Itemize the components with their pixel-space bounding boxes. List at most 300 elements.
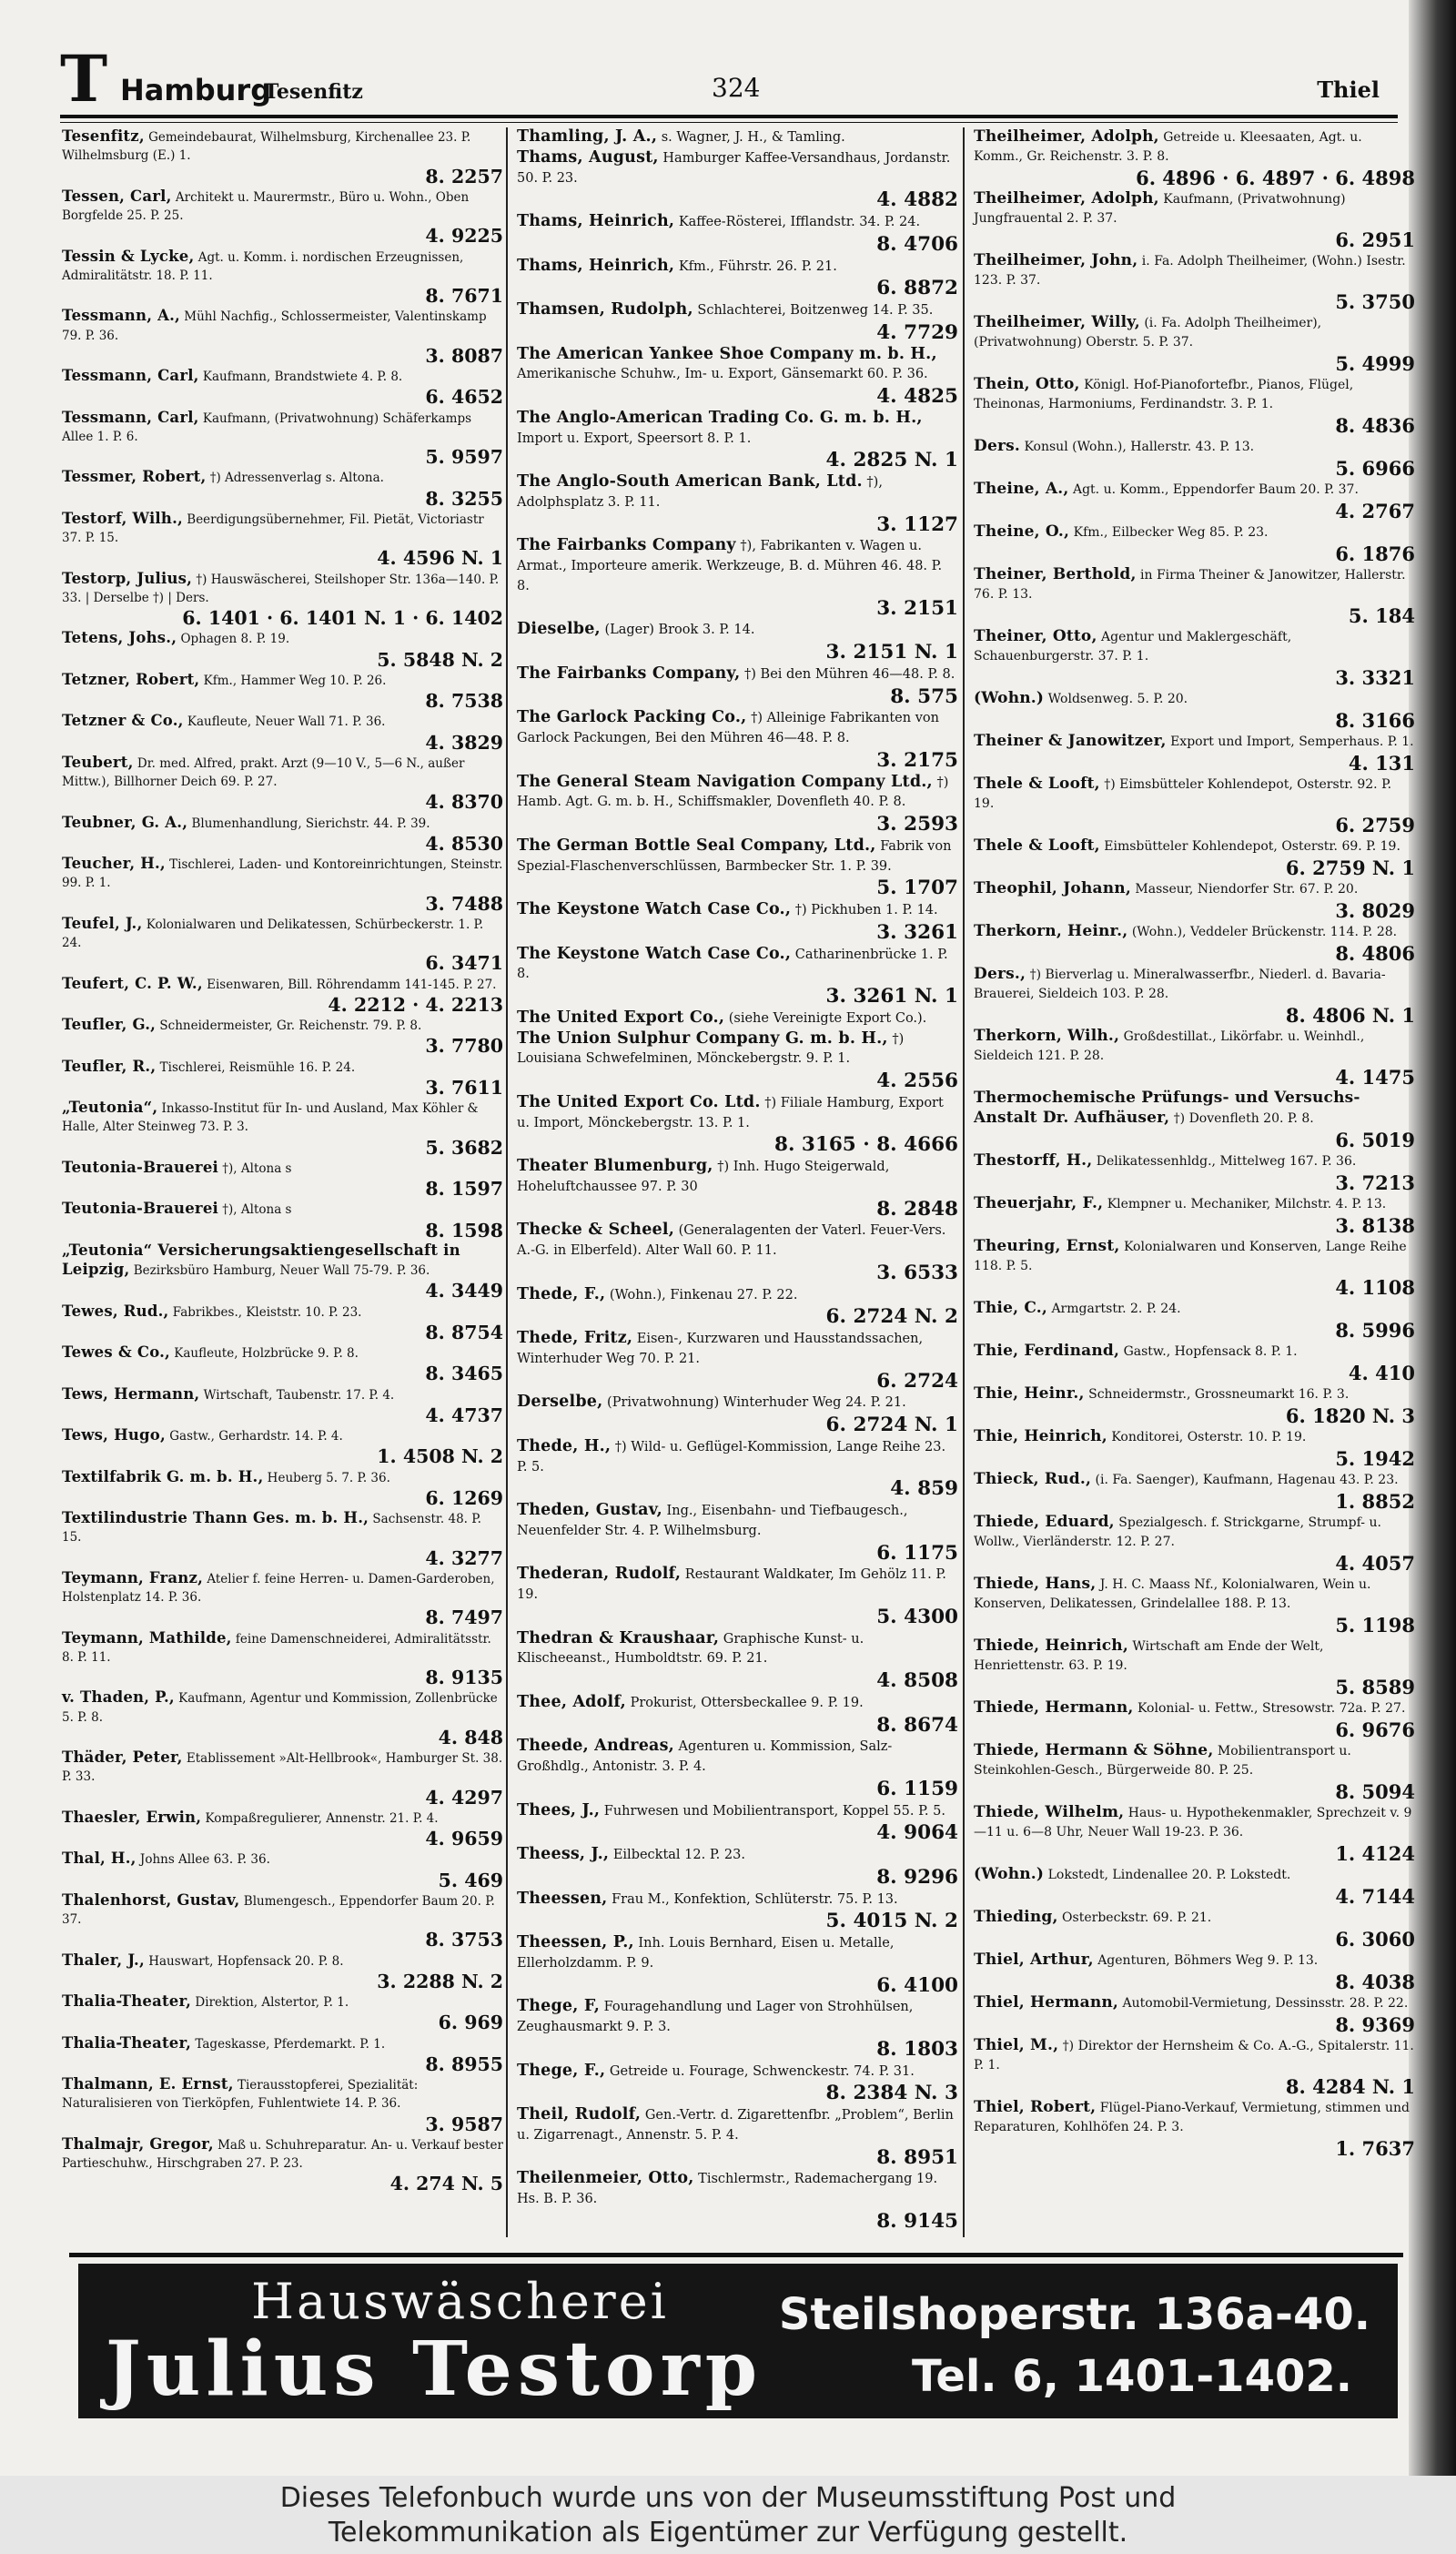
entry-phone-number: 4. 8508 xyxy=(876,1669,958,1692)
ad-phone: Tel. 6, 1401-1402. xyxy=(911,2351,1352,2402)
entry-phone-number: 8. 8674 xyxy=(876,1713,958,1737)
ad-headline: Hauswäscherei xyxy=(251,2273,669,2330)
entry-name: The Anglo-South American Bank, Ltd. xyxy=(517,472,863,491)
entry-phone-number: 4. 2212 · 4. 2213 xyxy=(328,993,503,1016)
directory-entry xyxy=(517,472,958,536)
entry-details: Agenturen, Böhmers Weg 9. P. 13. xyxy=(1093,1953,1319,1968)
directory-entry xyxy=(62,1058,503,1100)
directory-entry xyxy=(517,1029,958,1093)
entry-name: Thiede, Eduard, xyxy=(974,1513,1115,1531)
directory-entry xyxy=(974,313,1415,375)
entry-phone-number: 3. 7213 xyxy=(1335,1171,1415,1194)
entry-phone-number: 4. 7729 xyxy=(876,320,958,344)
entry-phone-number: 6. 8872 xyxy=(876,277,958,300)
entry-name: (Wohn.) xyxy=(974,689,1045,707)
directory-entry xyxy=(974,2098,1415,2160)
directory-entry xyxy=(62,1200,503,1242)
entry-phone-number: 4. 3277 xyxy=(425,1546,503,1569)
directory-entry xyxy=(974,1427,1415,1470)
entry-details: †) Adressenverlag s. Altona. xyxy=(206,471,384,486)
entry-details: Direktion, Alstertor, P. 1. xyxy=(191,1995,349,2010)
directory-entry xyxy=(974,922,1415,965)
entry-phone-number: 4. 2556 xyxy=(876,1069,958,1092)
entry-details: Graphische Kunst- u. Klischeeanst., Humboldtstr. 69. P. 21. xyxy=(517,1631,864,1667)
entry-name: The General Steam Navigation Company Ltd., xyxy=(517,772,933,791)
directory-entry xyxy=(974,965,1415,1027)
entry-name: Thederan, Rudolf, xyxy=(517,1565,682,1584)
entry-phone-number: 1. 4508 N. 2 xyxy=(377,1445,503,1468)
entry-name: Teucher, H., xyxy=(62,855,166,872)
directory-entry xyxy=(517,257,958,301)
entry-name: Teufler, R., xyxy=(62,1057,157,1075)
entry-details: Beerdigungsübernehmer, Fil. Pietät, Victoriastr 37. P. 15. xyxy=(62,512,484,545)
directory-entry xyxy=(62,510,503,570)
directory-entry xyxy=(974,1908,1415,1951)
entry-name: Thele & Looft, xyxy=(974,836,1100,855)
entry-phone-number: 3. 2593 xyxy=(876,813,958,836)
entry-details: Klempner u. Mechaniker, Milchstr. 4. P. 13. xyxy=(1103,1197,1387,1211)
directory-entry xyxy=(62,468,503,510)
book-spine-shadow xyxy=(1409,0,1456,2476)
entry-phone-number: 8. 7497 xyxy=(425,1606,503,1629)
entry-name: Thiel, Arthur, xyxy=(974,1951,1094,1969)
entry-name: Tetzner, Robert, xyxy=(62,670,200,688)
entry-details: Kaufmann, (Privatwohnung) Schäferkamps Allee 1. P. 6. xyxy=(62,410,472,444)
directory-entry xyxy=(62,915,503,975)
directory-entry xyxy=(517,409,958,472)
entry-phone-number: 3. 8029 xyxy=(1335,899,1415,922)
directory-entry xyxy=(974,189,1415,251)
directory-entry xyxy=(62,1688,503,1748)
entry-phone-number: 8. 1598 xyxy=(425,1219,503,1242)
entry-phone-number: 6. 2759 xyxy=(1335,814,1415,836)
entry-details: †), Fabrikanten v. Wagen u. Armat., Importeure amerik. Werkzeuge, B. d. Mühren 46. 48. P. 8. xyxy=(517,539,943,593)
ad-company-name: Julius Testorp xyxy=(106,2326,763,2413)
entry-phone-number: 5. 1707 xyxy=(876,877,958,900)
entry-name: Theede, Andreas, xyxy=(517,1737,674,1756)
entry-name: Thaesler, Erwin, xyxy=(62,1808,202,1826)
directory-entry xyxy=(974,732,1415,775)
entry-details: Kfm., Führstr. 26. P. 21. xyxy=(674,258,837,274)
entry-name: Thedran & Kraushaar, xyxy=(517,1628,720,1647)
section-letter: T xyxy=(60,41,108,117)
entry-name: Thal, H., xyxy=(62,1850,136,1868)
entry-phone-number: 3. 3321 xyxy=(1335,666,1415,689)
directory-entry xyxy=(62,754,503,814)
entry-details: Kaufmann, (Privatwohnung) Jungfrauental 2. P. 37. xyxy=(974,192,1346,226)
entry-details: †) Direktor der Hernsheim & Co. A.-G., Spitalerstr. 11. P. 1. xyxy=(974,2039,1414,2073)
entry-name: Thiede, Hermann, xyxy=(974,1698,1134,1717)
directory-entry xyxy=(974,375,1415,437)
entry-details: Blumenhandlung, Sierichstr. 44. P. 39. xyxy=(187,816,430,831)
entry-phone-number: 6. 1269 xyxy=(425,1486,503,1509)
entry-details: (i. Fa. Adolph Theilheimer), (Privatwohnung) Oberstr. 5. P. 37. xyxy=(974,316,1322,350)
directory-entry xyxy=(974,1741,1415,1803)
directory-entry xyxy=(62,671,503,713)
entry-name: Thele & Looft, xyxy=(974,775,1100,793)
city-name: Hamburg xyxy=(120,73,272,107)
entry-details: †) Inh. Hugo Steigerwald, Hoheluftchaussee 97. P. 30 xyxy=(517,1160,890,1194)
directory-entry xyxy=(974,689,1415,732)
entry-details: †), Altona s xyxy=(218,1160,292,1176)
entry-name: Tessen, Carl, xyxy=(62,187,172,205)
entry-details: Königl. Hof-Pianofortefbr., Pianos, Flügel, Theinonas, Harmoniums, Ferdinandstr. 3. P. 1. xyxy=(974,378,1354,411)
listing-column-2 xyxy=(517,127,958,2234)
entry-details: †) Alleinige Fabrikanten von Garlock Packungen, Bei den Mühren 46—48. P. 8. xyxy=(517,711,939,745)
entry-name: Teubner, G. A., xyxy=(62,813,188,831)
entry-name: Testorp, Julius, xyxy=(62,569,193,587)
directory-entry xyxy=(62,248,503,308)
entry-phone-number: 8. 4284 N. 1 xyxy=(1285,2075,1415,2098)
entry-name: Thees, J., xyxy=(517,1800,601,1819)
entry-details: Frau M., Konfektion, Schlüterstr. 75. P. 13. xyxy=(607,1891,898,1907)
directory-entry xyxy=(62,1426,503,1468)
entry-name: Thie, Heinr., xyxy=(974,1384,1085,1403)
entry-name: Thiede, Hermann & Söhne, xyxy=(974,1741,1214,1759)
entry-details: Mobilientransport u. Steinkohlen-Gesch., Bürgerweide 80. P. 25. xyxy=(974,1744,1351,1778)
entry-details: Konditorei, Osterstr. 10. P. 19. xyxy=(1107,1430,1307,1444)
entry-details: Kolonialwaren und Delikatessen, Schürbeckerstr. 1. P. 24. xyxy=(62,917,484,950)
entry-phone-number: 8. 9369 xyxy=(1335,2013,1415,2036)
directory-entry xyxy=(62,1951,503,1993)
entry-phone-number: 6. 9676 xyxy=(1335,1718,1415,1741)
entry-details: Inh. Louis Bernhard, Eisen u. Metalle, Ellerholzdamm. P. 9. xyxy=(517,1936,895,1971)
entry-phone-number: 6. 1401 · 6. 1401 N. 1 · 6. 1402 xyxy=(182,607,503,629)
entry-details: Getreide u. Fourage, Schwenckestr. 74. P. 31. xyxy=(605,2063,915,2079)
entry-name: Theessen, xyxy=(517,1889,608,1908)
entry-details: †) Filiale Hamburg, Export u. Import, Mönckebergstr. 13. P. 1. xyxy=(517,1095,944,1130)
entry-name: Theessen, P., xyxy=(517,1933,634,1951)
directory-entry xyxy=(62,1385,503,1427)
entry-details: (Privatwohnung) Winterhuder Weg 24. P. 21. xyxy=(602,1395,906,1411)
entry-name: Thie, Ferdinand, xyxy=(974,1342,1120,1360)
entry-details: Johns Allee 63. P. 36. xyxy=(136,1852,270,1868)
entry-details: †), Altona s xyxy=(218,1202,292,1218)
directory-entry xyxy=(974,437,1415,480)
entry-name: Thermochemische Prüfungs- und Versuchs-Anstalt Dr. Aufhäuser, xyxy=(974,1089,1360,1127)
directory-entry xyxy=(517,127,958,148)
directory-entry xyxy=(517,1997,958,2061)
entry-details: in Firma Theiner & Janowitzer, Hallerstr. 76. P. 13. xyxy=(974,568,1406,602)
entry-phone-number: 3. 3261 xyxy=(876,920,958,944)
entry-phone-number: 5. 9597 xyxy=(425,446,503,468)
entry-name: Teufert, C. P. W., xyxy=(62,974,203,992)
entry-phone-number: 5. 469 xyxy=(438,1869,503,1891)
entry-phone-number: 8. 4806 xyxy=(1335,942,1415,965)
entry-details: Gastw., Hopfensack 8. P. 1. xyxy=(1119,1344,1298,1359)
entry-name: Teymann, Franz, xyxy=(62,1568,204,1586)
entry-details: †) Hauswäscherei, Steilshoper Str. 136a—140. P. 33. | Derselbe †) | Ders. xyxy=(62,572,500,605)
entry-phone-number: 4. 131 xyxy=(1348,752,1415,775)
entry-name: Thalmann, E. Ernst, xyxy=(62,2075,234,2093)
directory-entry xyxy=(62,814,503,856)
directory-entry xyxy=(517,2062,958,2106)
entry-phone-number: 8. 2257 xyxy=(425,165,503,187)
entry-phone-number: 8. 9145 xyxy=(876,2209,958,2233)
entry-phone-number: 4. 859 xyxy=(890,1477,958,1501)
entry-name: Thein, Otto, xyxy=(974,375,1080,393)
entry-name: Thams, August, xyxy=(517,147,659,167)
entry-details: feine Damenschneiderei, Admiralitätsstr. 8. P. 11. xyxy=(62,1631,491,1665)
entry-details: Kompaßregulierer, Annenstr. 21. P. 4. xyxy=(201,1810,439,1826)
directory-entry xyxy=(62,2135,503,2195)
entry-details: Eilbecktal 12. P. 23. xyxy=(609,1848,745,1862)
entry-phone-number: 6. 3471 xyxy=(425,952,503,975)
entry-details: Agt. u. Komm., Eppendorfer Baum 20. P. 37. xyxy=(1068,482,1359,497)
entry-name: The American Yankee Shoe Company m. b. H., xyxy=(517,344,937,363)
entry-phone-number: 8. 4836 xyxy=(1335,414,1415,437)
entry-details: †) Pickhuben 1. P. 14. xyxy=(791,903,938,917)
directory-entry xyxy=(62,1099,503,1159)
directory-entry xyxy=(62,1992,503,2034)
directory-entry xyxy=(62,712,503,754)
entry-details: Flügel-Piano-Verkauf, Vermietung, stimmen und Reparaturen, Kohlhöfen 24. P. 3. xyxy=(974,2101,1410,2134)
entry-name: Teymann, Mathilde, xyxy=(62,1628,232,1647)
entry-phone-number: 8. 8955 xyxy=(425,2052,503,2075)
entry-details: Kaffee-Rösterei, Ifflandstr. 34. P. 24. xyxy=(674,215,921,229)
entry-name: Thalenhorst, Gustav, xyxy=(62,1890,240,1909)
entry-details: Haus- u. Hypothekenmakler, Sprechzeit v. 9—11 u. 6—8 Uhr, Neuer Wall 19-23. P. 36. xyxy=(974,1806,1412,1839)
entry-details: Fabrik von Spezial-Flaschenverschlüssen, Barmbecker Str. 1. P. 39. xyxy=(517,838,952,874)
entry-phone-number: 4. 4057 xyxy=(1335,1552,1415,1575)
entry-name: Thamling, J. A., xyxy=(517,127,658,146)
entry-name: Teutonia-Brauerei xyxy=(62,1158,218,1176)
directory-entry xyxy=(62,307,503,367)
directory-entry xyxy=(517,1221,958,1284)
entry-details: Agentur und Maklergeschäft, Schauenburgerstr. 37. P. 1. xyxy=(974,630,1292,664)
entry-details: Delikatessenhldg., Mittelweg 167. P. 36. xyxy=(1092,1154,1357,1169)
entry-name: „Teutonia“ Versicherungsaktiengesellschaft in Leipzig, xyxy=(62,1241,460,1278)
entry-name: Thee, Adolf, xyxy=(517,1692,626,1711)
entry-name: Thiede, Heinrich, xyxy=(974,1637,1128,1655)
entry-details: Eisenwaren, Bill. Röhrendamm 141-145. P. 27. xyxy=(202,977,497,992)
entry-details: Lokstedt, Lindenallee 20. P. Lokstedt. xyxy=(1044,1868,1291,1882)
entry-name: Thalmajr, Gregor, xyxy=(62,2134,214,2153)
entry-phone-number: 4. 4297 xyxy=(425,1786,503,1809)
directory-entry xyxy=(517,1093,958,1157)
entry-details: Schneidermeister, Gr. Reichenstr. 79. P. 8. xyxy=(156,1019,422,1033)
directory-entry xyxy=(62,975,503,1017)
entry-details: Blumengesch., Eppendorfer Baum 20. P. 37. xyxy=(62,1893,495,1927)
directory-entry xyxy=(517,708,958,772)
entry-name: The Keystone Watch Case Co., xyxy=(517,944,792,963)
entry-name: Therkorn, Heinr., xyxy=(974,922,1128,940)
directory-entry xyxy=(62,2075,503,2135)
directory-entry xyxy=(517,945,958,1008)
entry-phone-number: 3. 6533 xyxy=(876,1261,958,1284)
directory-entry xyxy=(62,1569,503,1629)
entry-details: Dr. med. Alfred, prakt. Arzt (9—10 V., 5—6 N., außer Mittw.), Billhorner Deich 69. P. 27. xyxy=(62,755,465,789)
entry-name: Thede, H., xyxy=(517,1436,612,1455)
directory-entry xyxy=(974,1342,1415,1384)
directory-entry xyxy=(974,2036,1415,2098)
entry-name: Thäder, Peter, xyxy=(62,1748,183,1766)
entry-details: Catharinenbrücke 1. P. 8. xyxy=(517,947,948,982)
directory-entry xyxy=(974,1237,1415,1299)
entry-details: †) Wild- u. Geflügel-Kommission, Lange Reihe 23. P. 5. xyxy=(517,1439,946,1475)
entry-phone-number: 4. 8370 xyxy=(425,791,503,814)
entry-details: Automobil-Vermietung, Dessinsstr. 28. P. 22. xyxy=(1118,1996,1409,2011)
entry-phone-number: 3. 3261 N. 1 xyxy=(825,985,958,1008)
entry-phone-number: 6. 1175 xyxy=(876,1541,958,1565)
entry-phone-number: 4. 4737 xyxy=(425,1404,503,1426)
entry-name: Thege, F, xyxy=(517,1997,600,2016)
directory-entry xyxy=(517,2105,958,2169)
entry-name: Thamsen, Rudolph, xyxy=(517,300,693,319)
entry-details: Gastw., Gerhardstr. 14. P. 4. xyxy=(165,1429,343,1444)
entry-details: Tierausstopferei, Spezialität: Naturalisieren von Tierköpfen, Fuhlentwiete 14. P. 36. xyxy=(62,2078,419,2112)
entry-details: Spezialgesch. f. Strickgarne, Strumpf- u. Wollw., Vierländerstr. 12. P. 27. xyxy=(974,1515,1381,1549)
page-number: 324 xyxy=(712,73,761,103)
entry-name: Therkorn, Wilh., xyxy=(974,1027,1120,1045)
directory-entry xyxy=(974,1027,1415,1089)
entry-name: Theiner, Berthold, xyxy=(974,565,1137,583)
directory-entry xyxy=(974,1993,1415,2036)
footer-line-2: Telekommunikation als Eigentümer zur Verfügung gestellt. xyxy=(328,2517,1128,2549)
directory-entry xyxy=(517,1008,958,1029)
archive-footer xyxy=(0,2476,1456,2554)
entry-name: Tews, Hermann, xyxy=(62,1384,200,1403)
directory-entry xyxy=(517,773,958,836)
entry-phone-number: 8. 9135 xyxy=(425,1667,503,1688)
entry-name: Textilindustrie Thann Ges. m. b. H., xyxy=(62,1509,369,1526)
directory-entry xyxy=(62,1468,503,1510)
directory-entry xyxy=(62,367,503,409)
entry-phone-number: 5. 3682 xyxy=(425,1136,503,1159)
entry-phone-number: 4. 4882 xyxy=(876,188,958,212)
entry-name: Thaler, J., xyxy=(62,1951,145,1969)
entry-details: Konsul (Wohn.), Hallerstr. 43. P. 13. xyxy=(1020,440,1255,454)
entry-phone-number: 3. 8087 xyxy=(425,344,503,367)
entry-phone-number: 6. 4100 xyxy=(876,1973,958,1997)
entry-phone-number: 6. 969 xyxy=(438,2012,503,2034)
entry-phone-number: 3. 2175 xyxy=(876,748,958,772)
directory-entry xyxy=(517,1933,958,1997)
directory-entry xyxy=(974,1151,1415,1194)
directory-entry xyxy=(62,409,503,469)
entry-details: Woldsenweg. 5. P. 20. xyxy=(1044,692,1188,706)
entry-name: Tews, Hugo, xyxy=(62,1426,166,1444)
directory-entry xyxy=(517,2169,958,2233)
entry-phone-number: 5. 1942 xyxy=(1335,1447,1415,1470)
directory-entry xyxy=(62,1302,503,1344)
directory-entry xyxy=(62,127,503,187)
entry-details: Schlachterei, Boitzenweg 14. P. 35. xyxy=(693,303,934,318)
directory-entry xyxy=(974,1803,1415,1865)
entry-phone-number: 8. 3753 xyxy=(425,1929,503,1951)
directory-entry xyxy=(974,127,1415,189)
entry-phone-number: 4. 4596 N. 1 xyxy=(377,547,503,570)
directory-entry xyxy=(517,1437,958,1501)
entry-phone-number: 8. 575 xyxy=(890,684,958,708)
directory-entry xyxy=(974,1089,1415,1151)
entry-name: Theine, A., xyxy=(974,480,1069,498)
entry-details: (Generalagenten der Vaterl. Feuer-Vers. A.-G. in Elberfeld). Alter Wall 60. P. 11. xyxy=(517,1223,946,1258)
entry-details: Gemeindebaurat, Wilhelmsburg, Kirchenallee 23. P. Wilhelmsburg (E.) 1. xyxy=(62,130,471,164)
entry-details: †) Hamb. Agt. G. m. b. H., Schiffsmakler, Dovenfleth 40. P. 8. xyxy=(517,775,949,810)
entry-name: The Garlock Packing Co., xyxy=(517,708,747,727)
entry-phone-number: 4. 274 N. 5 xyxy=(389,2173,503,2195)
entry-phone-number: 6. 2724 N. 1 xyxy=(825,1414,958,1436)
directory-entry xyxy=(517,536,958,620)
entry-name: Thams, Heinrich, xyxy=(517,256,675,275)
entry-details: Architekt u. Maurermstr., Büro u. Wohn., Oben Borgfelde 25. P. 25. xyxy=(62,189,470,223)
directory-entry xyxy=(517,664,958,709)
entry-details: †), Adolphsplatz 3. P. 11. xyxy=(517,475,883,510)
entry-phone-number: 6. 1876 xyxy=(1335,542,1415,565)
directory-entry xyxy=(62,1159,503,1201)
entry-details: Eisen-, Kurzwaren und Hausstandssachen, Winterhuder Weg 70. P. 21. xyxy=(517,1332,924,1366)
entry-details: Kaufleute, Neuer Wall 71. P. 36. xyxy=(183,715,386,730)
entry-details: †) Eimsbütteler Kohlendepot, Osterstr. 92. P. 19. xyxy=(974,777,1392,811)
entry-name: Teubert, xyxy=(62,753,134,771)
entry-details: Amerikanische Schuhw., Im- u. Export, Gänsemarkt 60. P. 36. xyxy=(517,367,928,382)
entry-name: Teufler, G., xyxy=(62,1016,157,1033)
directory-entry xyxy=(517,300,958,345)
entry-phone-number: 8. 5094 xyxy=(1335,1780,1415,1803)
entry-name: Ders., xyxy=(974,965,1026,983)
entry-details: Kolonial- u. Fettw., Stresowstr. 72a. P. 27. xyxy=(1133,1701,1406,1716)
entry-name: Thieding, xyxy=(974,1908,1058,1926)
entry-name: Tesenfitz, xyxy=(62,127,145,145)
entry-details: Eimsbütteler Kohlendepot, Osterstr. 69. P. 19. xyxy=(1099,839,1400,854)
entry-details: Fuhrwesen und Mobilientransport, Koppel 55. P. 5. xyxy=(600,1803,945,1819)
entry-details: Etablissement »Alt-Hellbrook«, Hamburger St. 38. P. 33. xyxy=(62,1751,503,1785)
entry-details: Schneidermstr., Grossneumarkt 16. P. 3. xyxy=(1084,1387,1350,1402)
entry-phone-number: 6. 2724 N. 2 xyxy=(825,1305,958,1329)
entry-phone-number: 4. 2767 xyxy=(1335,500,1415,522)
entry-name: Thestorff, H., xyxy=(974,1151,1093,1170)
directory-entry xyxy=(517,900,958,945)
entry-name: Thiel, M., xyxy=(974,2036,1059,2054)
entry-phone-number: 4. 410 xyxy=(1348,1362,1415,1384)
entry-phone-number: 3. 7488 xyxy=(425,892,503,915)
entry-details: †) Dovenfleth 20. P. 8. xyxy=(1169,1111,1314,1126)
entry-phone-number: 8. 2848 xyxy=(876,1197,958,1221)
entry-name: Thede, F., xyxy=(517,1284,606,1303)
entry-details: s. Wagner, J. H., & Tamling. xyxy=(657,130,845,145)
entry-phone-number: 8. 4806 N. 1 xyxy=(1285,1004,1415,1027)
entry-phone-number: 4. 9064 xyxy=(876,1821,958,1845)
directory-entry xyxy=(517,1565,958,1628)
entry-details: (Wohn.), Finkenau 27. P. 22. xyxy=(605,1287,798,1302)
entry-details: Agt. u. Komm. i. nordischen Erzeugnissen, Admiralitätstr. 18. P. 11. xyxy=(62,249,464,283)
entry-name: Thiede, Hans, xyxy=(974,1575,1097,1593)
directory-entry xyxy=(62,1343,503,1385)
entry-name: Theater Blumenburg, xyxy=(517,1157,713,1175)
entry-phone-number: 8. 5996 xyxy=(1335,1319,1415,1342)
entry-details: Ophagen 8. P. 19. xyxy=(177,632,290,647)
directory-entry xyxy=(62,1850,503,1891)
entry-phone-number: 5. 3750 xyxy=(1335,290,1415,313)
entry-details: (i. Fa. Saenger), Kaufmann, Hagenau 43. P. 23. xyxy=(1091,1473,1399,1487)
entry-phone-number: 8. 4038 xyxy=(1335,1971,1415,1993)
entry-name: Dieselbe, xyxy=(517,620,601,639)
directory-entry xyxy=(62,1242,503,1302)
entry-phone-number: 3. 7780 xyxy=(425,1035,503,1058)
entry-phone-number: 4. 3449 xyxy=(425,1280,503,1302)
entry-name: Thams, Heinrich, xyxy=(517,212,675,230)
range-end: Thiel xyxy=(1317,76,1380,103)
entry-name: Tessmann, Carl, xyxy=(62,367,199,384)
entry-name: Theilheimer, John, xyxy=(974,251,1138,269)
entry-name: Tewes, Rud., xyxy=(62,1302,169,1320)
entry-phone-number: 1. 7637 xyxy=(1335,2137,1415,2160)
header-rule-thin xyxy=(60,122,1398,123)
entry-name: The United Export Co. Ltd. xyxy=(517,1092,761,1111)
entry-phone-number: 1. 8852 xyxy=(1335,1490,1415,1513)
directory-entry xyxy=(62,1809,503,1850)
